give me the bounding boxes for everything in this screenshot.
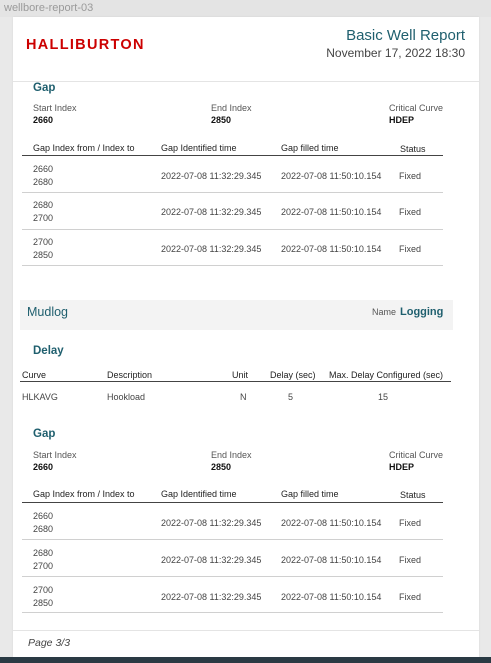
gap-status: Fixed xyxy=(399,244,422,254)
gap-status: Fixed xyxy=(399,207,422,217)
row-divider xyxy=(22,265,443,266)
delay-description: Hookload xyxy=(107,392,146,402)
critical-curve-value: HDEP xyxy=(389,115,415,125)
table-header-rule xyxy=(20,381,451,382)
delay-curve: HLKAVG xyxy=(22,392,58,402)
gap-to: 2850 xyxy=(33,250,54,260)
row-divider xyxy=(22,612,443,613)
critical-curve-value: HDEP xyxy=(389,462,415,472)
max-delay-value: 15 xyxy=(378,392,389,402)
gap-from: 2660 xyxy=(33,164,54,174)
gap-filled-time: 2022-07-08 11:50:10.154 xyxy=(281,244,382,254)
report-date: November 17, 2022 18:30 xyxy=(326,46,465,60)
column-header-gap-index: Gap Index from / Index to xyxy=(33,489,135,499)
start-index-label: Start Index xyxy=(33,450,77,460)
column-header-status: Status xyxy=(400,490,426,500)
critical-curve-label: Critical Curve xyxy=(389,103,444,113)
gap-status: Fixed xyxy=(399,171,422,181)
table-header-rule xyxy=(22,502,443,503)
row-divider xyxy=(22,229,443,230)
gap-filled-time: 2022-07-08 11:50:10.154 xyxy=(281,555,382,565)
gap-identified-time: 2022-07-08 11:32:29.345 xyxy=(161,171,262,181)
window-title: wellbore-report-03 xyxy=(0,0,491,17)
bottom-bar xyxy=(0,657,491,663)
column-header-filled: Gap filled time xyxy=(281,489,339,499)
gap-status: Fixed xyxy=(399,518,422,528)
column-header-identified: Gap Identified time xyxy=(161,489,237,499)
critical-curve-label: Critical Curve xyxy=(389,450,444,460)
mudlog-name-label: Name xyxy=(372,307,397,317)
mudlog-name-value: Logging xyxy=(400,306,444,318)
report-title: Basic Well Report xyxy=(346,27,465,44)
footer-divider xyxy=(13,630,479,631)
mudlog-title: Mudlog xyxy=(27,305,68,319)
end-index-label: End Index xyxy=(211,103,252,113)
end-index-value: 2850 xyxy=(211,115,232,125)
gap-from: 2700 xyxy=(33,237,54,247)
row-divider xyxy=(22,539,443,540)
gap-identified-time: 2022-07-08 11:32:29.345 xyxy=(161,207,262,217)
delay-unit: N xyxy=(240,392,247,402)
gap-from: 2680 xyxy=(33,200,54,210)
gap-identified-time: 2022-07-08 11:32:29.345 xyxy=(161,518,262,528)
gap-to: 2680 xyxy=(33,524,54,534)
table-header-rule xyxy=(22,155,443,156)
gap-to: 2680 xyxy=(33,177,54,187)
column-header-identified: Gap Identified time xyxy=(161,143,237,153)
gap-status: Fixed xyxy=(399,555,422,565)
end-index-label: End Index xyxy=(211,450,252,460)
gap-to: 2700 xyxy=(33,561,54,571)
column-header-gap-index: Gap Index from / Index to xyxy=(33,143,135,153)
start-index-value: 2660 xyxy=(33,115,54,125)
gap-filled-time: 2022-07-08 11:50:10.154 xyxy=(281,592,382,602)
gap-filled-time: 2022-07-08 11:50:10.154 xyxy=(281,171,382,181)
gap-from: 2700 xyxy=(33,585,54,595)
gap-status: Fixed xyxy=(399,592,422,602)
column-header-status: Status xyxy=(400,144,426,154)
delay-value: 5 xyxy=(288,392,294,402)
gap-to: 2700 xyxy=(33,213,54,223)
section-title: Gap xyxy=(33,428,56,440)
column-header-max-delay: Max. Delay Configured (sec) xyxy=(329,370,444,380)
section-title: Gap xyxy=(33,82,56,94)
gap-from: 2680 xyxy=(33,548,54,558)
gap-identified-time: 2022-07-08 11:32:29.345 xyxy=(161,555,262,565)
column-header-delay: Delay (sec) xyxy=(270,370,316,380)
gap-filled-time: 2022-07-08 11:50:10.154 xyxy=(281,518,382,528)
gap-from: 2660 xyxy=(33,511,54,521)
end-index-value: 2850 xyxy=(211,462,232,472)
column-header-curve: Curve xyxy=(22,370,47,380)
row-divider xyxy=(22,576,443,577)
header-divider xyxy=(13,81,479,82)
gap-to: 2850 xyxy=(33,598,54,608)
column-header-description: Description xyxy=(107,370,153,380)
halliburton-logo: HALLIBURTON xyxy=(26,37,145,53)
column-header-filled: Gap filled time xyxy=(281,143,339,153)
row-divider xyxy=(22,192,443,193)
start-index-label: Start Index xyxy=(33,103,77,113)
start-index-value: 2660 xyxy=(33,462,54,472)
gap-identified-time: 2022-07-08 11:32:29.345 xyxy=(161,244,262,254)
report-page xyxy=(13,17,479,657)
section-title: Delay xyxy=(33,345,64,357)
gap-filled-time: 2022-07-08 11:50:10.154 xyxy=(281,207,382,217)
gap-identified-time: 2022-07-08 11:32:29.345 xyxy=(161,592,262,602)
page-number: Page 3/3 xyxy=(28,637,71,649)
column-header-unit: Unit xyxy=(232,370,249,380)
